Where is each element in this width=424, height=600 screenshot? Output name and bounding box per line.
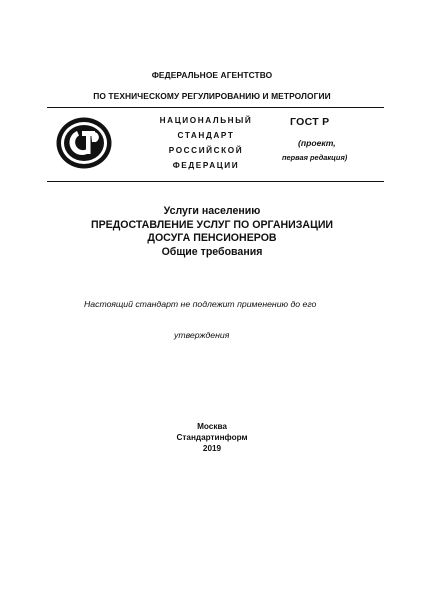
document-title bbox=[0, 205, 424, 259]
imprint-city: Москва bbox=[197, 422, 227, 431]
title-line-4: Общие требования bbox=[161, 245, 263, 258]
publisher-imprint bbox=[0, 421, 424, 454]
standard-code: ГОСТ Р bbox=[290, 116, 330, 128]
national-line-1: НАЦИОНАЛЬНЫЙ bbox=[159, 116, 253, 125]
national-line-2: СТАНДАРТ bbox=[177, 131, 235, 140]
edition-label: первая редакция) bbox=[282, 153, 348, 162]
agency-name-line-1: ФЕДЕРАЛЬНОЕ АГЕНТСТВО bbox=[151, 70, 273, 80]
draft-label: (проект, bbox=[298, 138, 336, 148]
masthead-bottom-rule bbox=[47, 181, 384, 182]
approval-notice-line-2: утверждения bbox=[174, 330, 230, 340]
title-line-2: ПРЕДОСТАВЛЕНИЕ УСЛУГ ПО ОРГАНИЗАЦИИ bbox=[90, 218, 334, 231]
approval-notice-line-1: Настоящий стандарт не подлежит применению до его bbox=[84, 299, 317, 309]
imprint-publisher: Стандартинформ bbox=[176, 433, 248, 442]
title-line-1: Услуги населению bbox=[163, 205, 261, 217]
imprint-year: 2019 bbox=[202, 444, 222, 453]
national-line-3: РОССИЙСКОЙ bbox=[168, 146, 244, 155]
agency-name-line-2: ПО ТЕХНИЧЕСКОМУ РЕГУЛИРОВАНИЮ И МЕТРОЛОГИИ bbox=[93, 91, 331, 101]
masthead-top-rule bbox=[47, 107, 384, 108]
gost-r-certification-mark-icon bbox=[55, 116, 113, 170]
title-line-3: ДОСУГА ПЕНСИОНЕРОВ bbox=[147, 232, 277, 244]
national-standard-label bbox=[140, 113, 272, 173]
national-line-4: ФЕДЕРАЦИИ bbox=[172, 161, 240, 170]
